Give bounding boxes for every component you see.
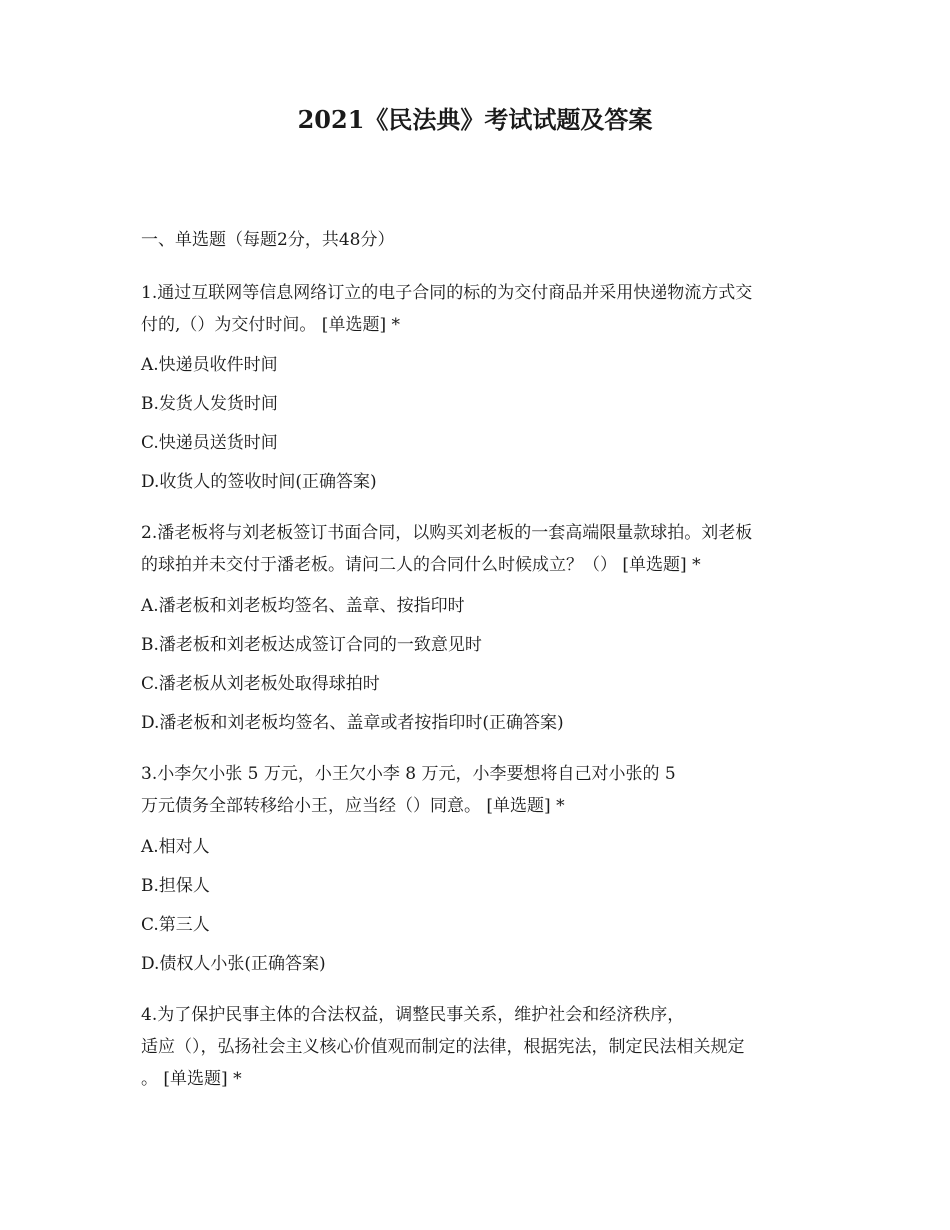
section-heading: 一、单选题（每题2分，共48分） [141, 230, 395, 250]
question-3-option-d: D.债权人小张(正确答案) [141, 954, 326, 974]
question-2-option-d: D.潘老板和刘老板均签名、盖章或者按指印时(正确答案) [141, 713, 564, 733]
question-1-option-a: A.快递员收件时间 [141, 355, 278, 375]
question-1-stem-line-1: 1.通过互联网等信息网络订立的电子合同的标的为交付商品并采用快递物流方式交 [141, 283, 753, 303]
question-2-option-a: A.潘老板和刘老板均签名、盖章、按指印时 [141, 596, 465, 616]
question-1-option-b: B.发货人发货时间 [141, 394, 278, 414]
document-title: 2021《民法典》考试试题及答案 [297, 105, 653, 134]
question-4-stem-line-2: 适应（），弘扬社会主义核心价值观而制定的法律，根据宪法，制定民法相关规定 [141, 1037, 745, 1057]
question-3-option-a: A.相对人 [141, 837, 210, 857]
question-3-stem-line-1: 3.小李欠小张 5 万元，小王欠小李 8 万元，小李要想将自己对小张的 5 [141, 764, 676, 784]
question-1-stem-line-2: 付的,（）为交付时间。 [单选题] * [141, 315, 400, 335]
question-2-option-b: B.潘老板和刘老板达成签订合同的一致意见时 [141, 635, 482, 655]
question-4-stem-line-1: 4.为了保护民事主体的合法权益，调整民事关系，维护社会和经济秩序， [141, 1005, 685, 1025]
question-2-stem-line-2: 的球拍并未交付于潘老板。请问二人的合同什么时候成立？（） [单选题] * [141, 555, 701, 575]
question-2-stem-line-1: 2.潘老板将与刘老板签订书面合同，以购买刘老板的一套高端限量款球拍。刘老板 [141, 523, 753, 543]
question-2-option-c: C.潘老板从刘老板处取得球拍时 [141, 674, 380, 694]
question-4-stem-line-3: 。 [单选题] * [141, 1069, 242, 1089]
question-1-option-d: D.收货人的签收时间(正确答案) [141, 472, 377, 492]
question-1-option-c: C.快递员送货时间 [141, 433, 278, 453]
question-3-option-c: C.第三人 [141, 915, 210, 935]
question-3-option-b: B.担保人 [141, 876, 210, 896]
question-3-stem-line-2: 万元债务全部转移给小王，应当经（）同意。 [单选题] * [141, 796, 565, 816]
